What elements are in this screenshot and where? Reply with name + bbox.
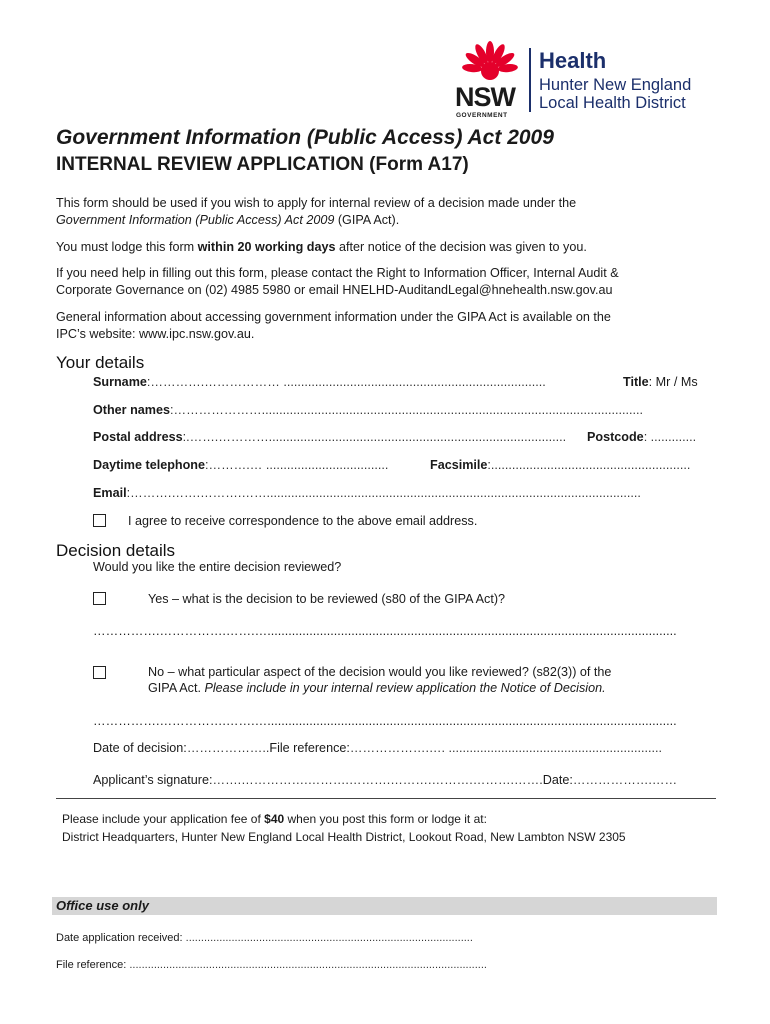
office-use-bar <box>52 897 717 915</box>
facsimile-field[interactable]: Facsimile:......................................................... <box>430 458 691 472</box>
postal-address-field[interactable]: Postal address:.…….…………..................................................................................... <box>93 430 567 444</box>
form-title: INTERNAL REVIEW APPLICATION (Form A17) <box>56 154 469 175</box>
email-field[interactable]: Email:……….…….……….……........................................................................................................... <box>93 486 641 500</box>
waratah-flower-icon <box>457 40 523 86</box>
date-of-decision-field[interactable]: Date of decision:………………..File reference:……………….…. ............................................................. <box>93 741 662 755</box>
logo-health: Health <box>539 48 607 73</box>
fee-line-2: District Headquarters, Hunter New England Local Health District, Lookout Road, New Lambton NSW 2305 <box>62 830 626 844</box>
section-divider <box>56 798 716 799</box>
agree-email-checkbox[interactable] <box>93 514 106 527</box>
act-title: Government Information (Public Access) Act 2009 <box>56 126 554 149</box>
no-answer-line[interactable]: …………….…………….…….…..................................................................................................................... <box>93 714 677 728</box>
intro-paragraph-4: General information about accessing government information under the GIPA Act is available on the IPC’s website: www.ipc.nsw.gov.au. <box>56 310 611 341</box>
no-checkbox[interactable] <box>93 666 106 679</box>
office-file-reference-field[interactable]: File reference: ..................................................................................................................... <box>56 959 487 971</box>
other-names-field[interactable]: Other names:…………………............................................................................................................. <box>93 403 644 417</box>
applicant-signature-field[interactable]: Applicant’s signature:…….…………….……….……….……….……….……….…….Date:……………….…… <box>93 773 678 787</box>
agree-email-label: I agree to receive correspondence to the above email address. <box>128 514 478 528</box>
logo-district-line1: Hunter New England <box>539 76 692 94</box>
intro-paragraph-2: You must lodge this form within 20 working days after notice of the decision was given to you. <box>56 240 587 254</box>
date-received-field[interactable]: Date application received: .............................................................................................. <box>56 932 473 944</box>
your-details-heading: Your details <box>56 353 145 372</box>
no-option-label-1: No – what particular aspect of the decision would you like reviewed? (s82(3)) of the <box>148 665 612 679</box>
government-wordmark: GOVERNMENT <box>456 112 508 119</box>
intro-paragraph-1: This form should be used if you wish to apply for internal review of a decision made under the Government Information (Public Access) Act 2009 (GIPA Act). <box>56 196 577 227</box>
fee-line-1: Please include your application fee of $40 when you post this form or lodge it at: <box>62 812 487 826</box>
nsw-health-logo <box>455 40 715 120</box>
title-field[interactable]: Title: Mr / Ms <box>623 375 698 389</box>
office-use-heading: Office use only <box>56 898 149 913</box>
nsw-wordmark: NSW <box>455 82 515 112</box>
no-option-label-2: GIPA Act. Please include in your internal review application the Notice of Decision. <box>148 681 606 695</box>
yes-option-label: Yes – what is the decision to be reviewed (s80 of the GIPA Act)? <box>148 592 506 606</box>
logo-divider <box>529 48 531 112</box>
intro-paragraph-3: If you need help in filling out this form, please contact the Right to Information Officer, Internal Audit & Corporate Governance on (02) 4985 5980 or email HNELHD-AuditandLegal@hnehealth.nsw.gov.au <box>56 266 619 297</box>
logo-district-line2: Local Health District <box>539 94 686 112</box>
yes-answer-line[interactable]: …………….…………….…….…..................................................................................................................... <box>93 624 677 638</box>
decision-details-heading: Decision details <box>56 541 176 560</box>
postcode-field[interactable]: Postcode: ............. <box>587 430 697 444</box>
surname-field[interactable]: Surname:………….……………… ........................................................................... <box>93 375 546 389</box>
yes-checkbox[interactable] <box>93 592 106 605</box>
entire-decision-question: Would you like the entire decision reviewed? <box>93 560 342 574</box>
daytime-telephone-field[interactable]: Daytime telephone:……….… ................................... <box>93 458 389 472</box>
